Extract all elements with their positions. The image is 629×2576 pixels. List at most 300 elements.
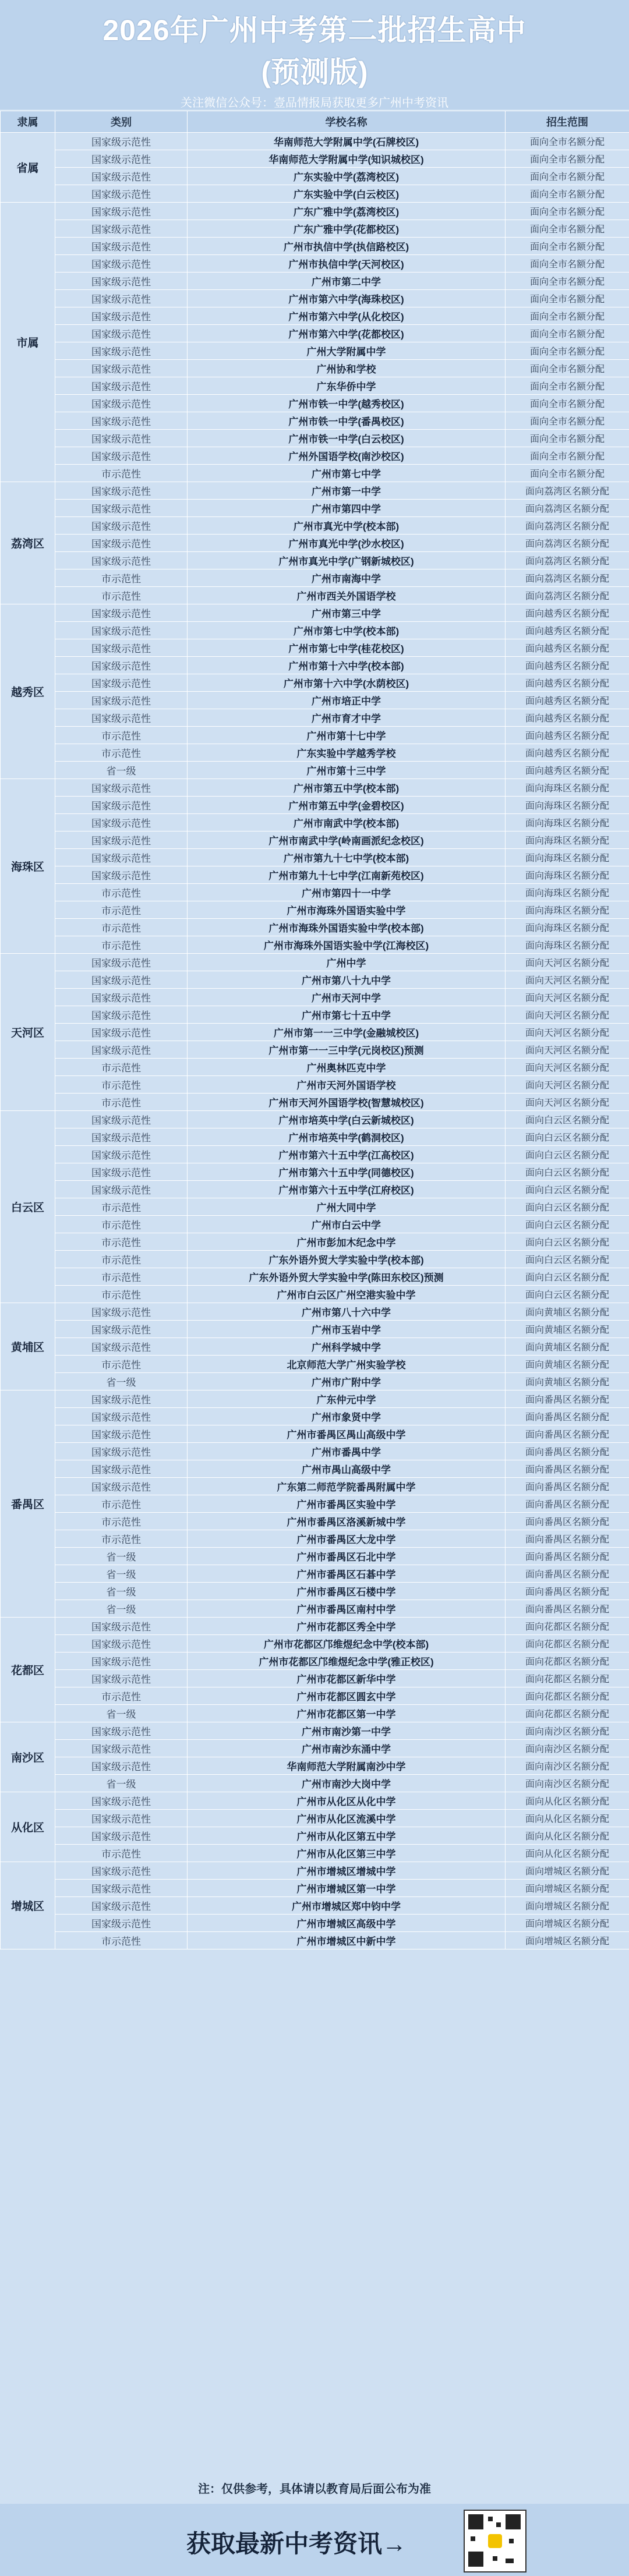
scope-cell: 面向黄埔区名额分配 (506, 1338, 629, 1356)
table-row (1, 273, 629, 290)
school-name-cell: 广州市白云区广州空港实验中学 (188, 1286, 506, 1303)
scope-cell: 面向全市名额分配 (506, 342, 629, 360)
table-row (1, 430, 629, 447)
school-name-cell: 广州市第三中学 (188, 604, 506, 622)
table-row (1, 1024, 629, 1041)
scope-cell: 面向全市名额分配 (506, 273, 629, 290)
table-row (1, 971, 629, 989)
school-name-cell: 广州市第七中学(桂花校区) (188, 639, 506, 657)
table-row (1, 1321, 629, 1338)
region-cell: 黄埔区 (1, 1303, 55, 1390)
table-row (1, 290, 629, 307)
scope-cell: 面向全市名额分配 (506, 185, 629, 203)
table-row (1, 1356, 629, 1373)
school-name-cell: 广州市第七中学 (188, 465, 506, 482)
scope-cell: 面向番禺区名额分配 (506, 1478, 629, 1495)
school-name-cell: 广州市象贤中学 (188, 1408, 506, 1425)
table-row (1, 1862, 629, 1880)
table-row (1, 989, 629, 1006)
category-cell: 国家级示范性 (55, 1757, 188, 1775)
school-name-cell: 广州市第五中学(金碧校区) (188, 797, 506, 814)
table-row (1, 1303, 629, 1321)
table-row (1, 203, 629, 220)
category-cell: 市示范性 (55, 744, 188, 762)
table-row (1, 954, 629, 971)
category-cell: 国家级示范性 (55, 1792, 188, 1810)
header-category: 类别 (55, 111, 188, 133)
category-cell: 国家级示范性 (55, 1408, 188, 1425)
scope-cell: 面向全市名额分配 (506, 238, 629, 255)
category-cell: 国家级示范性 (55, 255, 188, 273)
region-cell: 番禺区 (1, 1390, 55, 1618)
category-cell: 国家级示范性 (55, 1618, 188, 1635)
scope-cell: 面向黄埔区名额分配 (506, 1321, 629, 1338)
table-body (1, 133, 629, 1949)
scope-cell: 面向增城区名额分配 (506, 1932, 629, 1949)
school-name-cell: 广州市从化区第五中学 (188, 1827, 506, 1845)
school-name-cell: 广东广雅中学(荔湾校区) (188, 203, 506, 220)
table-row (1, 168, 629, 185)
category-cell: 市示范性 (55, 1233, 188, 1251)
category-cell: 国家级示范性 (55, 814, 188, 831)
scope-cell: 面向荔湾区名额分配 (506, 569, 629, 587)
table-header-row (1, 111, 629, 133)
scope-cell: 面向全市名额分配 (506, 307, 629, 325)
page-subtitle-version: (预测版) (261, 56, 368, 89)
scope-cell: 面向从化区名额分配 (506, 1845, 629, 1862)
table-row (1, 1513, 629, 1530)
school-name-cell: 广州市番禺区石北中学 (188, 1548, 506, 1565)
school-name-cell: 广州市第六十五中学(江高校区) (188, 1146, 506, 1163)
category-cell: 国家级示范性 (55, 1181, 188, 1198)
scope-cell: 面向花都区名额分配 (506, 1653, 629, 1670)
school-name-cell: 华南师范大学附属中学(石牌校区) (188, 133, 506, 150)
category-cell: 国家级示范性 (55, 866, 188, 884)
category-cell: 国家级示范性 (55, 1338, 188, 1356)
table-row (1, 255, 629, 273)
category-cell: 省一级 (55, 1565, 188, 1583)
table-row (1, 1530, 629, 1548)
scope-cell: 面向白云区名额分配 (506, 1233, 629, 1251)
category-cell: 国家级示范性 (55, 797, 188, 814)
header-region: 隶属 (1, 111, 55, 133)
category-cell: 国家级示范性 (55, 552, 188, 569)
category-cell: 市示范性 (55, 1687, 188, 1705)
category-cell: 市示范性 (55, 1216, 188, 1233)
scope-cell: 面向越秀区名额分配 (506, 744, 629, 762)
category-cell: 国家级示范性 (55, 447, 188, 465)
category-cell: 国家级示范性 (55, 1862, 188, 1880)
scope-cell: 面向全市名额分配 (506, 395, 629, 412)
scope-cell: 面向荔湾区名额分配 (506, 482, 629, 500)
category-cell: 国家级示范性 (55, 1163, 188, 1181)
school-name-cell: 广州市西关外国语学校 (188, 587, 506, 604)
scope-cell: 面向海珠区名额分配 (506, 779, 629, 797)
category-cell: 国家级示范性 (55, 482, 188, 500)
category-cell: 国家级示范性 (55, 657, 188, 674)
category-cell: 国家级示范性 (55, 604, 188, 622)
category-cell: 国家级示范性 (55, 1897, 188, 1915)
table-row (1, 1425, 629, 1443)
category-cell: 省一级 (55, 1600, 188, 1618)
school-name-cell: 广州市第一一三中学(元岗校区)预测 (188, 1041, 506, 1059)
scope-cell: 面向全市名额分配 (506, 412, 629, 430)
scope-cell: 面向白云区名额分配 (506, 1146, 629, 1163)
wechat-subline: 关注微信公众号：壹品情报局获取更多广州中考资讯 (181, 97, 448, 109)
scope-cell: 面向番禺区名额分配 (506, 1408, 629, 1425)
table-row (1, 1687, 629, 1705)
scope-cell: 面向增城区名额分配 (506, 1880, 629, 1897)
category-cell: 国家级示范性 (55, 360, 188, 377)
scope-cell: 面向越秀区名额分配 (506, 622, 629, 639)
school-table (0, 111, 629, 1949)
table-row (1, 779, 629, 797)
school-name-cell: 广州市番禺区洛溪新城中学 (188, 1513, 506, 1530)
table-row (1, 1041, 629, 1059)
school-name-cell: 广州市南武中学(岭南画派纪念校区) (188, 831, 506, 849)
scope-cell: 面向番禺区名额分配 (506, 1565, 629, 1583)
header-scope: 招生范围 (506, 111, 629, 133)
scope-cell: 面向荔湾区名额分配 (506, 587, 629, 604)
table-row (1, 395, 629, 412)
school-name-cell: 广州市第八十六中学 (188, 1303, 506, 1321)
scope-cell: 面向白云区名额分配 (506, 1251, 629, 1268)
scope-cell: 面向南沙区名额分配 (506, 1775, 629, 1792)
scope-cell: 面向海珠区名额分配 (506, 814, 629, 831)
scope-cell: 面向番禺区名额分配 (506, 1548, 629, 1565)
scope-cell: 面向黄埔区名额分配 (506, 1373, 629, 1390)
table-row (1, 447, 629, 465)
table-row (1, 936, 629, 954)
category-cell: 国家级示范性 (55, 849, 188, 866)
category-cell: 市示范性 (55, 1530, 188, 1548)
category-cell: 市示范性 (55, 1932, 188, 1949)
school-name-cell: 广州市第六十五中学(江府校区) (188, 1181, 506, 1198)
category-cell: 国家级示范性 (55, 203, 188, 220)
scope-cell: 面向越秀区名额分配 (506, 657, 629, 674)
school-name-cell: 广州市第九十七中学(校本部) (188, 849, 506, 866)
scope-cell: 面向天河区名额分配 (506, 1059, 629, 1076)
table-row (1, 1635, 629, 1653)
category-cell: 国家级示范性 (55, 1321, 188, 1338)
scope-cell: 面向全市名额分配 (506, 325, 629, 342)
scope-cell: 面向全市名额分配 (506, 203, 629, 220)
table-row (1, 1251, 629, 1268)
table-row (1, 1600, 629, 1618)
school-name-cell: 广州市增城区增城中学 (188, 1862, 506, 1880)
school-name-cell: 广东仲元中学 (188, 1390, 506, 1408)
region-cell: 花都区 (1, 1618, 55, 1722)
scope-cell: 面向全市名额分配 (506, 377, 629, 395)
table-row (1, 1827, 629, 1845)
scope-cell: 面向白云区名额分配 (506, 1216, 629, 1233)
table-row (1, 1915, 629, 1932)
category-cell: 市示范性 (55, 1495, 188, 1513)
scope-cell: 面向番禺区名额分配 (506, 1583, 629, 1600)
category-cell: 国家级示范性 (55, 692, 188, 709)
table-row (1, 465, 629, 482)
table-row (1, 884, 629, 901)
category-cell: 国家级示范性 (55, 377, 188, 395)
school-name-cell: 广州市番禺区大龙中学 (188, 1530, 506, 1548)
category-cell: 国家级示范性 (55, 517, 188, 535)
school-name-cell: 广州市增城区郑中钧中学 (188, 1897, 506, 1915)
category-cell: 省一级 (55, 762, 188, 779)
scope-cell: 面向荔湾区名额分配 (506, 552, 629, 569)
category-cell: 市示范性 (55, 587, 188, 604)
scope-cell: 面向花都区名额分配 (506, 1705, 629, 1722)
category-cell: 国家级示范性 (55, 150, 188, 168)
table-row (1, 762, 629, 779)
table-row (1, 1705, 629, 1722)
category-cell: 市示范性 (55, 884, 188, 901)
table-row (1, 1233, 629, 1251)
scope-cell: 面向天河区名额分配 (506, 1076, 629, 1094)
scope-cell: 面向全市名额分配 (506, 150, 629, 168)
table-row (1, 412, 629, 430)
table-row (1, 1740, 629, 1757)
school-name-cell: 广州市从化区流溪中学 (188, 1810, 506, 1827)
school-name-cell: 广州市第六中学(花都校区) (188, 325, 506, 342)
lock-icon (488, 2534, 502, 2548)
table-row (1, 1128, 629, 1146)
category-cell: 国家级示范性 (55, 290, 188, 307)
scope-cell: 面向越秀区名额分配 (506, 762, 629, 779)
scope-cell: 面向番禺区名额分配 (506, 1425, 629, 1443)
scope-cell: 面向白云区名额分配 (506, 1163, 629, 1181)
school-name-cell: 广州市真光中学(广钢新城校区) (188, 552, 506, 569)
table-row (1, 1495, 629, 1513)
table-row (1, 1076, 629, 1094)
table-row (1, 238, 629, 255)
school-name-cell: 广州市从化区第三中学 (188, 1845, 506, 1862)
scope-cell: 面向南沙区名额分配 (506, 1740, 629, 1757)
category-cell: 市示范性 (55, 919, 188, 936)
category-cell: 市示范性 (55, 1094, 188, 1111)
scope-cell: 面向全市名额分配 (506, 255, 629, 273)
school-name-cell: 广州市广附中学 (188, 1373, 506, 1390)
scope-cell: 面向番禺区名额分配 (506, 1460, 629, 1478)
category-cell: 国家级示范性 (55, 1303, 188, 1321)
table-row (1, 377, 629, 395)
region-cell: 白云区 (1, 1111, 55, 1303)
school-name-cell: 广州市彭加木纪念中学 (188, 1233, 506, 1251)
table-row (1, 1460, 629, 1478)
school-name-cell: 广东华侨中学 (188, 377, 506, 395)
school-name-cell: 广东实验中学(荔湾校区) (188, 168, 506, 185)
table-row (1, 1443, 629, 1460)
scope-cell: 面向花都区名额分配 (506, 1618, 629, 1635)
school-name-cell: 广州市海珠外国语实验中学(校本部) (188, 919, 506, 936)
scope-cell: 面向全市名额分配 (506, 447, 629, 465)
category-cell: 国家级示范性 (55, 1810, 188, 1827)
scope-cell: 面向海珠区名额分配 (506, 884, 629, 901)
school-name-cell: 广州市第二中学 (188, 273, 506, 290)
scope-cell: 面向荔湾区名额分配 (506, 517, 629, 535)
category-cell: 国家级示范性 (55, 639, 188, 657)
category-cell: 国家级示范性 (55, 1111, 188, 1128)
table-row (1, 1094, 629, 1111)
school-name-cell: 广州市番禺区南村中学 (188, 1600, 506, 1618)
table-row (1, 831, 629, 849)
scope-cell: 面向越秀区名额分配 (506, 709, 629, 727)
school-name-cell: 广州市番禺区石楼中学 (188, 1583, 506, 1600)
table-row (1, 1880, 629, 1897)
category-cell: 国家级示范性 (55, 709, 188, 727)
scope-cell: 面向海珠区名额分配 (506, 866, 629, 884)
table-row (1, 307, 629, 325)
category-cell: 市示范性 (55, 1059, 188, 1076)
school-name-cell: 广州市天河外国语学校(智慧城校区) (188, 1094, 506, 1111)
category-cell: 国家级示范性 (55, 535, 188, 552)
school-name-cell: 广州市第十三中学 (188, 762, 506, 779)
scope-cell: 面向海珠区名额分配 (506, 936, 629, 954)
scope-cell: 面向白云区名额分配 (506, 1181, 629, 1198)
school-name-cell: 广州市第一一三中学(金融城校区) (188, 1024, 506, 1041)
qr-code-icon[interactable] (464, 2510, 526, 2573)
category-cell: 国家级示范性 (55, 273, 188, 290)
school-name-cell: 广州市培英中学(白云新城校区) (188, 1111, 506, 1128)
category-cell: 国家级示范性 (55, 1722, 188, 1740)
category-cell: 国家级示范性 (55, 779, 188, 797)
page-title: 2026年广州中考第二批招生高中 (103, 14, 526, 47)
school-name-cell: 广州市南海中学 (188, 569, 506, 587)
header-school: 学校名称 (188, 111, 506, 133)
scope-cell: 面向增城区名额分配 (506, 1915, 629, 1932)
table-row (1, 1146, 629, 1163)
scope-cell: 面向越秀区名额分配 (506, 639, 629, 657)
table-row (1, 1565, 629, 1583)
school-name-cell: 北京师范大学广州实验学校 (188, 1356, 506, 1373)
category-cell: 国家级示范性 (55, 1146, 188, 1163)
school-name-cell: 广州市第四中学 (188, 500, 506, 517)
school-name-cell: 广州市南沙大岗中学 (188, 1775, 506, 1792)
school-name-cell: 广州市执信中学(天河校区) (188, 255, 506, 273)
category-cell: 国家级示范性 (55, 430, 188, 447)
table-row (1, 901, 629, 919)
scope-cell: 面向花都区名额分配 (506, 1687, 629, 1705)
scope-cell: 面向全市名额分配 (506, 290, 629, 307)
table-row (1, 1618, 629, 1635)
table-row (1, 639, 629, 657)
school-name-cell: 广州市番禺区实验中学 (188, 1495, 506, 1513)
school-name-cell: 广州市南武中学(校本部) (188, 814, 506, 831)
category-cell: 国家级示范性 (55, 1827, 188, 1845)
category-cell: 国家级示范性 (55, 989, 188, 1006)
region-cell: 市属 (1, 203, 55, 482)
school-name-cell: 广州市海珠外国语实验中学(江海校区) (188, 936, 506, 954)
scope-cell: 面向荔湾区名额分配 (506, 535, 629, 552)
category-cell: 省一级 (55, 1775, 188, 1792)
table-row (1, 133, 629, 150)
school-name-cell: 广州大同中学 (188, 1198, 506, 1216)
table-row (1, 1932, 629, 1949)
school-name-cell: 广州市第六十五中学(同德校区) (188, 1163, 506, 1181)
school-name-cell: 广州外国语学校(南沙校区) (188, 447, 506, 465)
category-cell: 市示范性 (55, 569, 188, 587)
cta-link[interactable]: 获取最新中考资讯→ (186, 2530, 407, 2557)
table-row (1, 727, 629, 744)
school-name-cell: 广州市天河外国语学校 (188, 1076, 506, 1094)
table-row (1, 1775, 629, 1792)
scope-cell: 面向海珠区名额分配 (506, 901, 629, 919)
table-row (1, 849, 629, 866)
school-name-cell: 广州市南沙第一中学 (188, 1722, 506, 1740)
category-cell: 市示范性 (55, 1845, 188, 1862)
table-row (1, 185, 629, 203)
scope-cell: 面向天河区名额分配 (506, 971, 629, 989)
table-row (1, 569, 629, 587)
table-row (1, 866, 629, 884)
school-name-cell: 广州市玉岩中学 (188, 1321, 506, 1338)
school-name-cell: 广州市第十六中学(水荫校区) (188, 674, 506, 692)
table-row (1, 1338, 629, 1356)
table-row (1, 919, 629, 936)
category-cell: 市示范性 (55, 1268, 188, 1286)
school-name-cell: 广州市白云中学 (188, 1216, 506, 1233)
scope-cell: 面向荔湾区名额分配 (506, 500, 629, 517)
table-row (1, 1548, 629, 1565)
table-row (1, 709, 629, 727)
table-row (1, 535, 629, 552)
table-row (1, 814, 629, 831)
school-name-cell: 广州市第十六中学(校本部) (188, 657, 506, 674)
category-cell: 国家级示范性 (55, 220, 188, 238)
table-row (1, 1181, 629, 1198)
region-cell: 增城区 (1, 1862, 55, 1949)
table-row (1, 325, 629, 342)
table-row (1, 1845, 629, 1862)
category-cell: 国家级示范性 (55, 1460, 188, 1478)
school-name-cell: 广州市第一中学 (188, 482, 506, 500)
footer-banner (0, 2504, 629, 2576)
table-row (1, 220, 629, 238)
category-cell: 国家级示范性 (55, 1006, 188, 1024)
table-row (1, 482, 629, 500)
scope-cell: 面向番禺区名额分配 (506, 1530, 629, 1548)
table-row (1, 1583, 629, 1600)
region-cell: 荔湾区 (1, 482, 55, 604)
category-cell: 市示范性 (55, 1356, 188, 1373)
school-name-cell: 广州市第七十五中学 (188, 1006, 506, 1024)
table-row (1, 1792, 629, 1810)
table-row (1, 1653, 629, 1670)
category-cell: 省一级 (55, 1548, 188, 1565)
scope-cell: 面向南沙区名额分配 (506, 1722, 629, 1740)
school-name-cell: 广州市从化区从化中学 (188, 1792, 506, 1810)
school-name-cell: 广州市花都区圆玄中学 (188, 1687, 506, 1705)
school-name-cell: 广州市第六中学(海珠校区) (188, 290, 506, 307)
school-name-cell: 广州市第七中学(校本部) (188, 622, 506, 639)
table-row (1, 1198, 629, 1216)
table-row (1, 1670, 629, 1687)
school-name-cell: 广州市番禺中学 (188, 1443, 506, 1460)
scope-cell: 面向白云区名额分配 (506, 1198, 629, 1216)
disclaimer-note: 注：仅供参考，具体请以教育局后面公布为准 (0, 2475, 629, 2503)
table-row (1, 1006, 629, 1024)
school-name-cell: 广州市增城区第一中学 (188, 1880, 506, 1897)
school-name-cell: 广州市花都区第一中学 (188, 1705, 506, 1722)
category-cell: 国家级示范性 (55, 674, 188, 692)
table-row (1, 587, 629, 604)
category-cell: 国家级示范性 (55, 622, 188, 639)
scope-cell: 面向花都区名额分配 (506, 1670, 629, 1687)
table-row (1, 1216, 629, 1233)
school-name-cell: 广州市番禺区石碁中学 (188, 1565, 506, 1583)
scope-cell: 面向番禺区名额分配 (506, 1390, 629, 1408)
school-table-wrap (0, 111, 629, 1949)
category-cell: 市示范性 (55, 936, 188, 954)
